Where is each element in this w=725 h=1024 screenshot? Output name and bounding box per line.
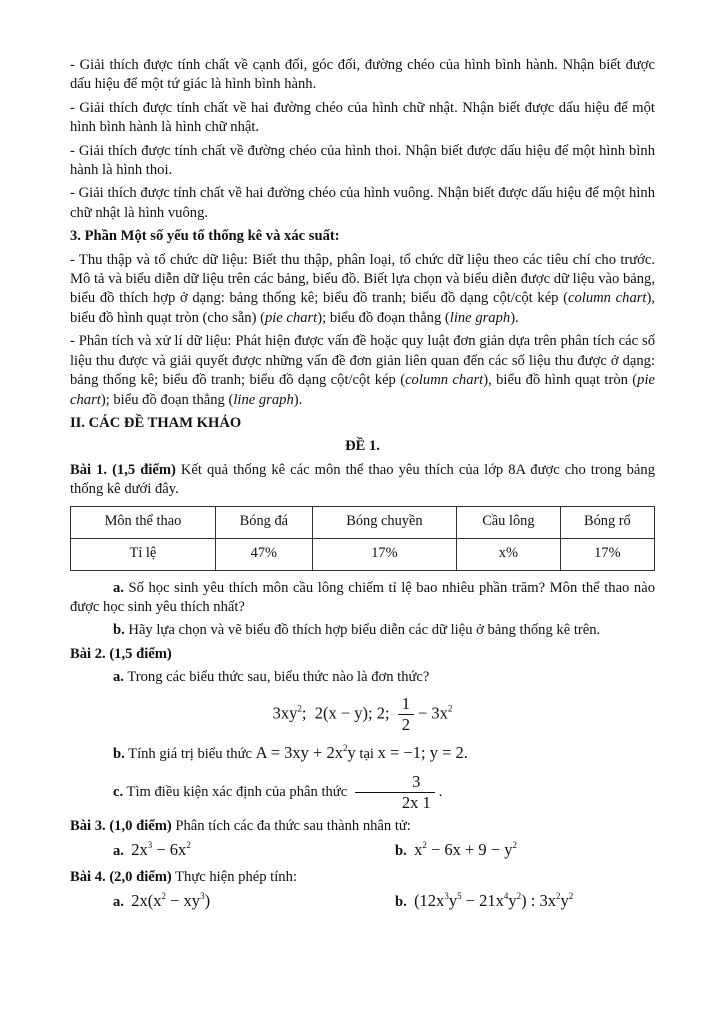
bai3-part-b: b. $x^2 - 6x + 9 - y^2$ bbox=[395, 840, 517, 860]
bai1-label: Bài 1. (1,5 điểm) bbox=[70, 461, 176, 478]
bai1-statement: Bài 1. (1,5 điểm) Kết quả thống kê các môn thể thao yêu thích của lớp 8A được cho trong bảng thống kê dưới đây. bbox=[70, 461, 655, 498]
intro-paragraph-2: - Giải thích được tính chất về hai đường chéo của hình chữ nhật. Nhận biết được dấu hiệu để một hình bình hành là hình chữ nhật. bbox=[70, 99, 655, 136]
table-cell: 47% bbox=[215, 538, 312, 570]
table-header-row bbox=[71, 506, 655, 538]
table-cell: Bóng đá bbox=[215, 506, 312, 538]
table-cell: Cầu lông bbox=[457, 506, 561, 538]
section3-heading: 3. Phần Một số yếu tố thống kê và xác suất: bbox=[70, 228, 340, 245]
section3-paragraph-2: - Phân tích và xử lí dữ liệu: Phát hiện được vấn đề hoặc quy luật đơn giản dựa trên phân tích các số liệu thu được và giải quyết được những vấn đề đơn giản liên quan đến các số liệu thu được ở dạng: bảng thống kê; biểu đồ tranh; biểu đồ dạng cột/cột kép (column chart), biểu đồ hình quạt tròn (pie chart); biểu đồ đoạn thẳng (line graph). bbox=[70, 333, 656, 408]
fraction: $\frac{3}{2x 1}$ bbox=[355, 772, 435, 813]
table-cell: 17% bbox=[560, 538, 654, 570]
intro-paragraph-4: - Giải thích được tính chất về hai đường chéo của hình vuông. Nhận biết được dấu hiệu để một hình chữ nhật là hình vuông. bbox=[70, 185, 655, 221]
table-cell: x% bbox=[457, 538, 561, 570]
bai1-question-b: b. Hãy lựa chọn và vẽ biểu đồ thích hợp biểu diễn các dữ liệu ở bảng thống kê trên. bbox=[113, 622, 601, 639]
part2-heading: II. CÁC ĐỀ THAM KHẢO bbox=[70, 414, 242, 431]
bai1-question-a: a. Số học sinh yêu thích môn cầu lông chiếm tỉ lệ bao nhiêu phần trăm? Môn thể thao nào được học sinh yêu thích nhất? bbox=[70, 579, 655, 615]
bai3-part-a: a. $2x^3 - 6x^2$ bbox=[113, 840, 191, 860]
table-cell: Bóng rổ bbox=[560, 506, 654, 538]
table-row bbox=[71, 538, 655, 570]
bai4-part-b: b. $(12x^3y^5 - 21x^4y^2)$ : $3x^2y^2$ bbox=[395, 891, 574, 911]
table-cell: Tỉ lệ bbox=[71, 538, 216, 570]
bai2-question-b: b. Tính giá trị biểu thức $A = 3xy + 2x^2y$ tại x = −1; y = 2. bbox=[113, 742, 468, 762]
exam-title: ĐỀ 1. bbox=[345, 438, 380, 455]
intro-paragraph-1: - Giải thích được tính chất về cạnh đối, góc đối, đường chéo của hình bình hành. Nhận biết được dấu hiệu để một tứ giác là hình bình hành. bbox=[70, 57, 655, 93]
sports-table bbox=[70, 506, 655, 571]
table-cell: 17% bbox=[312, 538, 456, 570]
bai4-statement: Bài 4. (2,0 điểm) Thực hiện phép tính: bbox=[70, 868, 297, 885]
bai3-statement: Bài 3. (1,0 điểm) Phân tích các đa thức sau thành nhân tử: bbox=[70, 817, 411, 834]
bai2-expressions: $3xy^2$; 2(x − y); 2; $\frac{1}{2}$ − $3x^2$ bbox=[272, 693, 453, 734]
intro-paragraph-3: - Giải thích được tính chất về đường chéo của hình thoi. Nhận biết được dấu hiệu để một hình bình hành là hình thoi. bbox=[70, 142, 655, 179]
bai3-parts bbox=[113, 840, 655, 861]
bai4-part-a: a. $2x(x^2 - xy^3)$ bbox=[113, 891, 211, 911]
bai2-question-a: a. Trong các biểu thức sau, biểu thức nào là đơn thức? bbox=[113, 669, 430, 686]
table-cell: Bóng chuyền bbox=[312, 506, 456, 538]
bai4-parts bbox=[113, 891, 655, 912]
section3-paragraph-1: - Thu thập và tổ chức dữ liệu: Biết thu thập, phân loại, tổ chức dữ liệu theo các tiêu chí cho trước. Mô tả và biểu diễn dữ liệu trên các bảng, biểu đồ. Biết lựa chọn và biểu diễn được dữ liệu vào bảng, biểu đồ thích hợp ở dạng: bảng thống kê; biểu đồ tranh; biểu đồ dạng cột/cột kép (column chart), biểu đồ hình quạt tròn (cho sẵn) (pie chart); biểu đồ đoạn thẳng (line graph). bbox=[70, 251, 655, 326]
table-cell: Môn thể thao bbox=[71, 506, 216, 538]
bai2-label: Bài 2. (1,5 điểm) bbox=[70, 645, 172, 662]
bai2-question-c: c. Tìm điều kiện xác định của phân thức $\frac{3}{2x 1}$ . bbox=[113, 771, 443, 812]
fraction: $\frac{1}{2}$ bbox=[398, 694, 414, 735]
